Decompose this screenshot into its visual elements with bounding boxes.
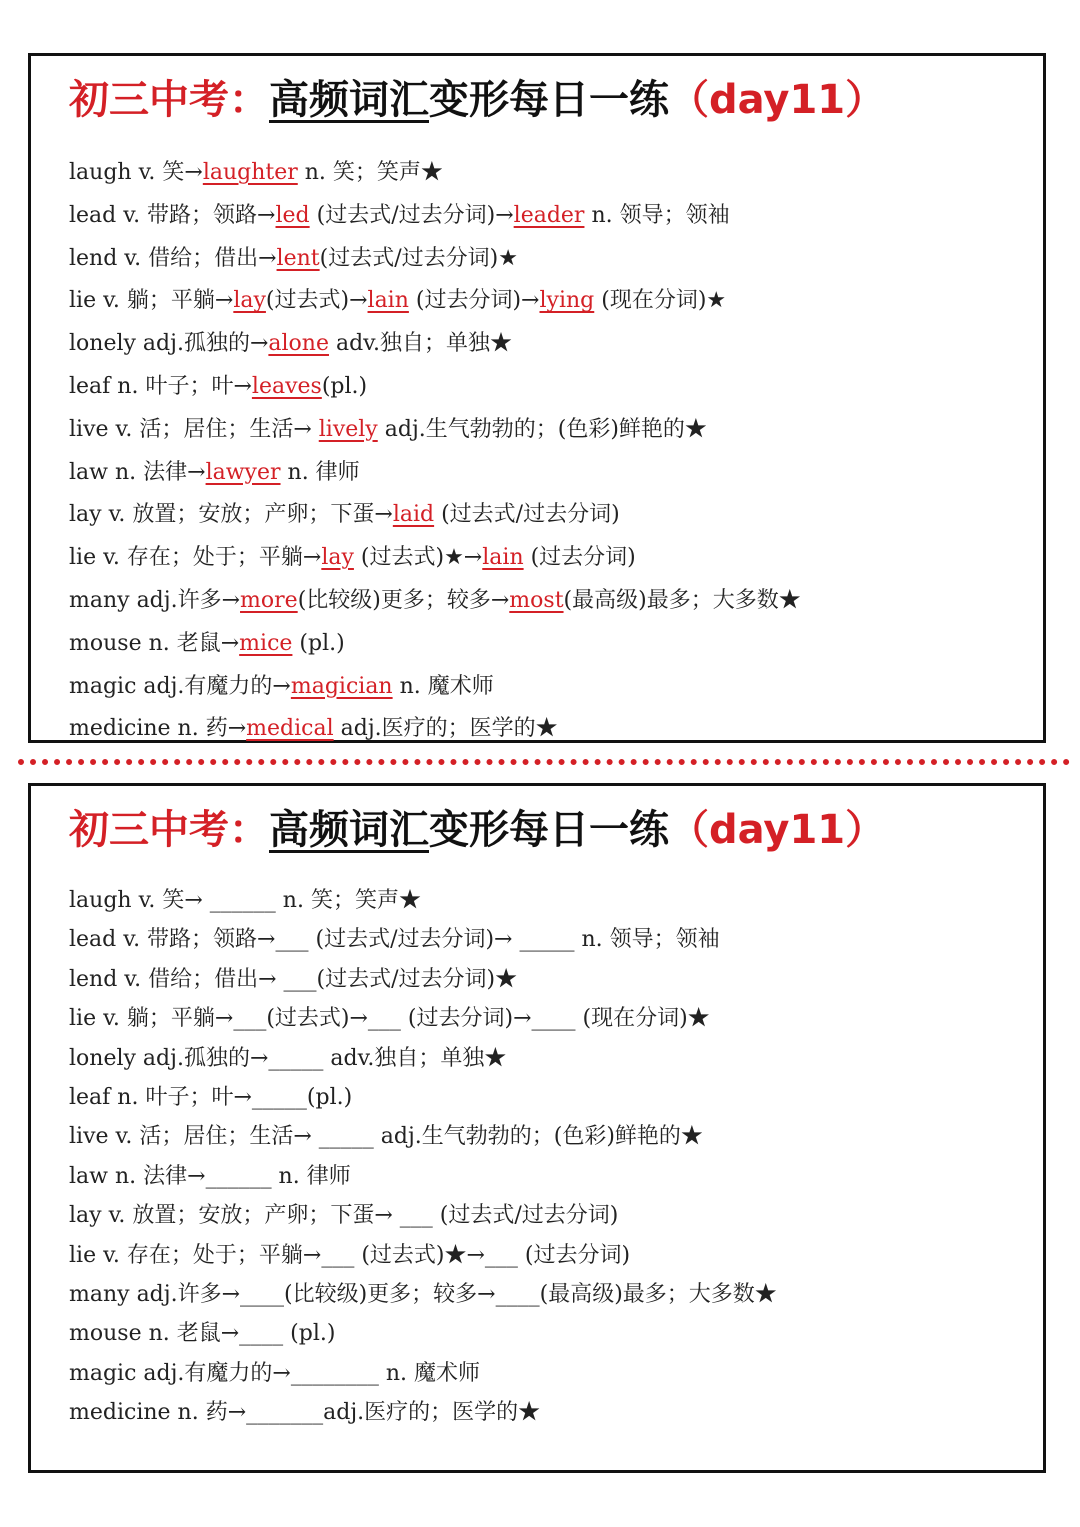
title-day: （day11）	[669, 807, 886, 853]
title-prefix: 初三中考：	[69, 807, 269, 853]
answer-word: laughter	[202, 160, 298, 185]
answer-card	[28, 53, 1046, 743]
answer-list	[69, 152, 801, 751]
practice-list	[69, 881, 777, 1432]
practice-line: lay v. 放置；安放；产卵；下蛋→ ___ (过去式/过去分词)	[69, 1203, 619, 1229]
practice-line: medicine n. 药→_______adj.医疗的；医学的★	[69, 1400, 541, 1426]
line-text: n. 领导；领袖	[584, 202, 730, 228]
answer-word: most	[509, 587, 564, 613]
answer-line	[69, 708, 801, 751]
line-text: laugh v. 笑→	[69, 160, 203, 185]
answer-line	[69, 195, 801, 238]
line-text: (过去分词)	[523, 545, 636, 571]
answer-line	[69, 280, 801, 323]
line-text: adv.独自；单独★	[328, 331, 512, 357]
line-text: lie v. 存在；处于；平躺→	[69, 545, 322, 571]
answer-word: lain	[482, 545, 524, 571]
answer-word: lent	[276, 245, 320, 271]
answer-line	[69, 366, 801, 409]
answer-word: led	[275, 202, 310, 228]
practice-line: live v. 活；居住；生活→ _____ adj.生气勃勃的；(色彩)鲜艳的★	[69, 1124, 703, 1150]
line-text: (现在分词)★	[594, 288, 727, 314]
answer-word: magician	[290, 673, 393, 699]
answer-word: leaves	[251, 373, 322, 399]
answer-word: mice	[239, 630, 293, 656]
answer-word: more	[240, 587, 298, 613]
line-text: (过去式/过去分词)	[434, 502, 620, 528]
answer-line	[69, 537, 801, 580]
line-text: lead v. 带路；领路→	[69, 202, 276, 228]
answer-word: lively	[318, 416, 378, 442]
practice-line: mouse n. 老鼠→____ (pl.)	[69, 1321, 336, 1347]
answer-line	[69, 152, 801, 195]
line-text: lonely adj.孤独的→	[69, 331, 269, 357]
answer-word: lay	[233, 288, 266, 314]
line-text: lay v. 放置；安放；产卵；下蛋→	[69, 502, 393, 528]
line-text: (pl.)	[292, 630, 345, 656]
answer-line	[69, 452, 801, 495]
title-prefix: 初三中考：	[69, 77, 269, 123]
line-text: live v. 活；居住；生活→	[69, 416, 319, 442]
practice-line: magic adj.有魔力的→________ n. 魔术师	[69, 1360, 481, 1386]
answer-word: lying	[539, 288, 595, 314]
line-text: lie v. 躺；平躺→	[69, 288, 234, 314]
answer-line	[69, 494, 801, 537]
line-text: (过去式)→	[265, 288, 368, 314]
line-text: magic adj.有魔力的→	[69, 673, 291, 699]
practice-card-title	[69, 800, 885, 860]
answer-line	[69, 623, 801, 666]
practice-line: lonely adj.孤独的→_____ adv.独自；单独★	[69, 1045, 507, 1071]
title-underlined: 高频词汇	[269, 77, 429, 123]
answer-card-title	[69, 70, 885, 130]
answer-line	[69, 323, 801, 366]
practice-card	[28, 783, 1046, 1473]
line-text: (比较级)更多；较多→	[297, 587, 510, 613]
answer-line	[69, 409, 801, 452]
line-text: lend v. 借给；借出→	[69, 245, 277, 271]
cut-line-divider	[18, 759, 1070, 765]
line-text: n. 律师	[280, 459, 360, 485]
line-text: many adj.许多→	[69, 587, 241, 613]
line-text: (最高级)最多；大多数★	[563, 587, 801, 613]
line-text: adj.生气勃勃的；(色彩)鲜艳的★	[377, 416, 707, 442]
answer-word: medical	[246, 716, 334, 742]
answer-line	[69, 580, 801, 623]
line-text: n. 笑；笑声★	[297, 160, 443, 185]
title-day: （day11）	[669, 77, 886, 123]
practice-line: lie v. 存在；处于；平躺→___ (过去式)★→___ (过去分词)	[69, 1242, 631, 1268]
practice-line: laugh v. 笑→ ______ n. 笑；笑声★	[69, 888, 421, 913]
line-text: leaf n. 叶子；叶→	[69, 373, 252, 399]
line-text: (过去分词)→	[408, 288, 540, 314]
line-text: medicine n. 药→	[69, 716, 247, 742]
answer-word: lawyer	[205, 459, 281, 485]
answer-word: lain	[367, 288, 409, 314]
line-text: mouse n. 老鼠→	[69, 630, 240, 656]
line-text: (过去式)★→	[353, 545, 483, 571]
practice-line: leaf n. 叶子；叶→_____(pl.)	[69, 1084, 353, 1110]
line-text: (过去式/过去分词)★	[319, 245, 518, 271]
title-underlined: 高频词汇	[269, 807, 429, 853]
answer-word: lay	[321, 545, 354, 571]
title-rest: 变形每日一练	[429, 77, 669, 123]
line-text: (pl.)	[321, 373, 368, 399]
answer-word: leader	[513, 202, 585, 228]
line-text: (过去式/过去分词)→	[309, 202, 514, 228]
answer-word: laid	[392, 502, 435, 528]
line-text: n. 魔术师	[392, 673, 494, 699]
answer-line	[69, 238, 801, 281]
practice-line: lie v. 躺；平躺→___(过去式)→___ (过去分词)→____ (现在分词)★	[69, 1006, 710, 1032]
practice-line: lead v. 带路；领路→___ (过去式/过去分词)→ _____ n. 领导；领袖	[69, 927, 720, 953]
answer-word: alone	[268, 331, 329, 357]
title-rest: 变形每日一练	[429, 807, 669, 853]
line-text: law n. 法律→	[69, 459, 206, 485]
practice-line: lend v. 借给；借出→ ___(过去式/过去分词)★	[69, 966, 518, 992]
practice-line: many adj.许多→____(比较级)更多；较多→____(最高级)最多；大多数★	[69, 1281, 777, 1307]
practice-line: law n. 法律→______ n. 律师	[69, 1163, 351, 1189]
answer-line	[69, 666, 801, 709]
line-text: adj.医疗的；医学的★	[333, 716, 558, 742]
